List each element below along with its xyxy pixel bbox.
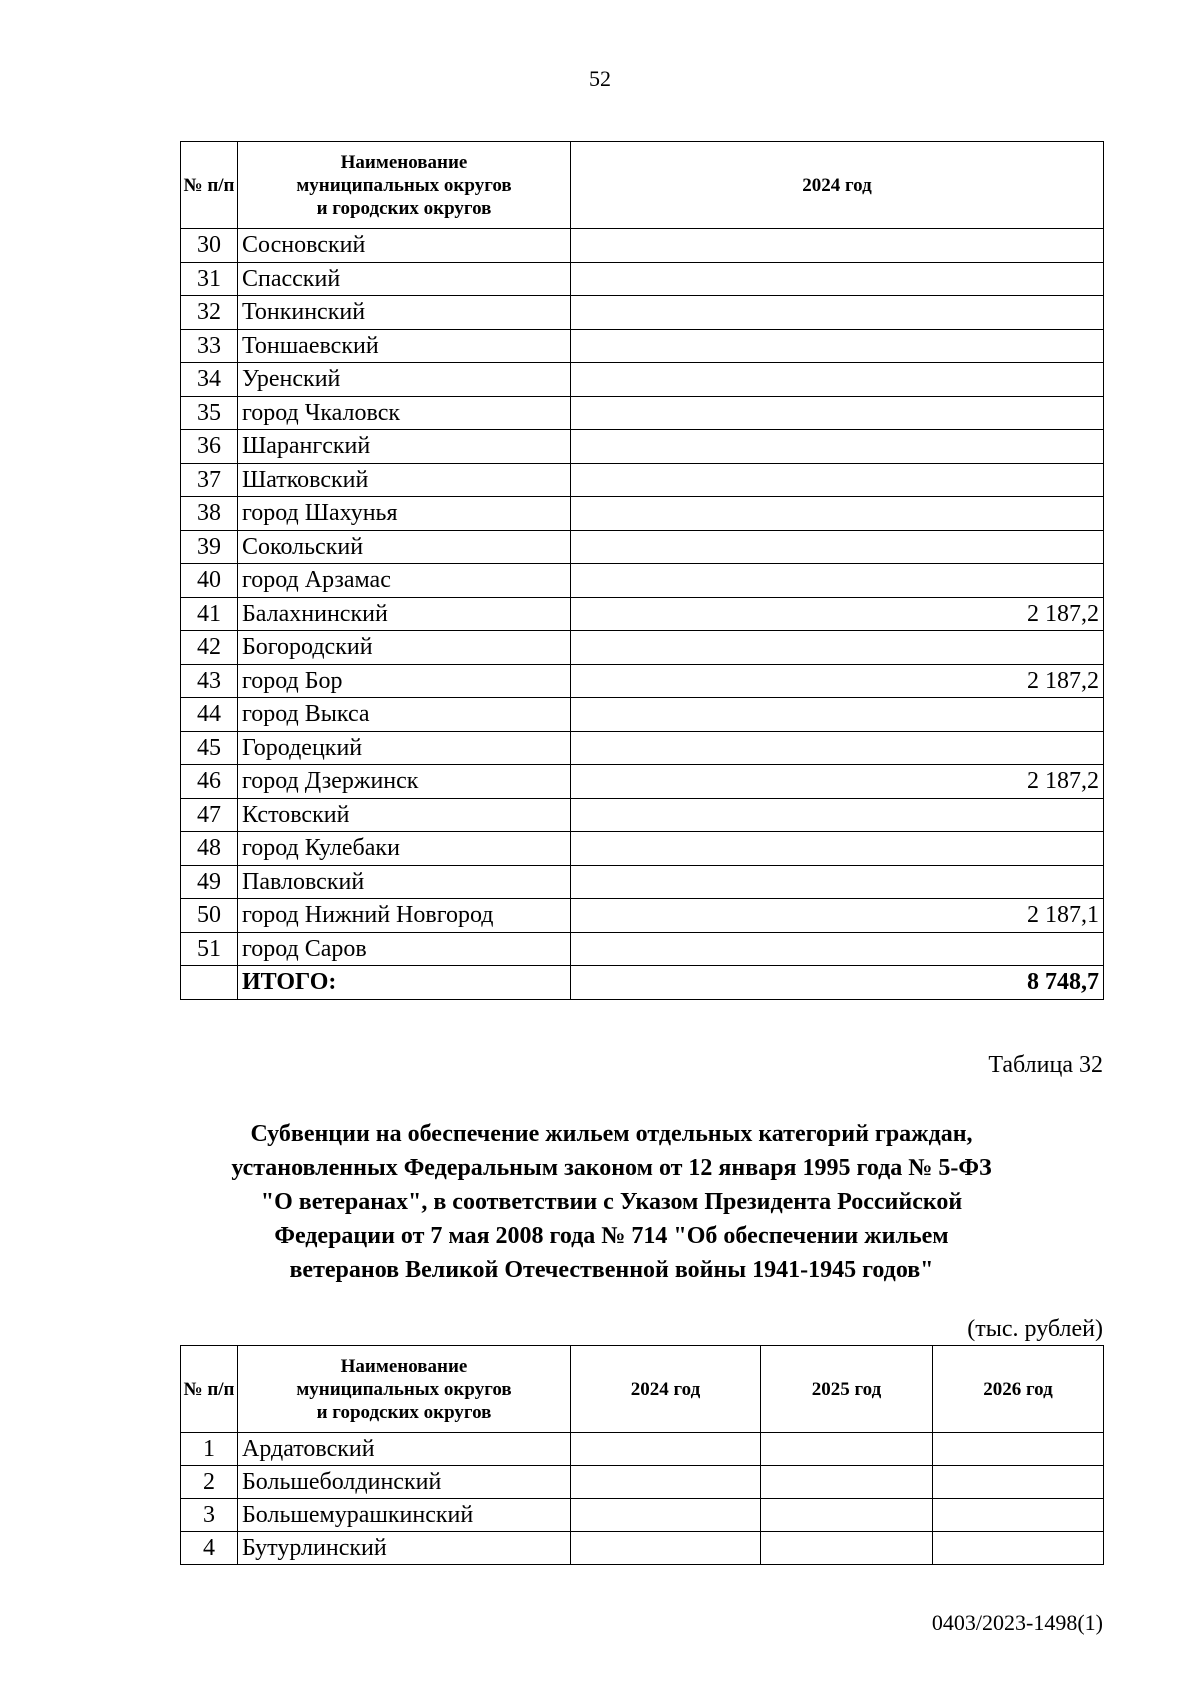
table-row [181, 1532, 1104, 1565]
row-number: 37 [181, 463, 238, 497]
amount-2024 [571, 832, 1104, 866]
amount-2024 [571, 564, 1104, 598]
row-number: 48 [181, 832, 238, 866]
subvention-table [180, 1345, 1104, 1565]
amount-2024 [571, 430, 1104, 464]
header-name [238, 1346, 571, 1433]
amount-2024 [571, 1433, 761, 1466]
row-number: 35 [181, 396, 238, 430]
header-num: № п/п [181, 142, 238, 229]
document-code: 0403/2023-1498(1) [931, 1610, 1103, 1635]
amount-2025 [761, 1532, 933, 1565]
district-name: Кстовский [238, 798, 571, 832]
table-row [181, 731, 1104, 765]
header-year-2024: 2024 год [571, 1346, 761, 1433]
table-row [181, 899, 1104, 933]
amount-2025 [761, 1466, 933, 1499]
row-number: 36 [181, 430, 238, 464]
district-name: Бутурлинский [238, 1532, 571, 1565]
district-name: Тонкинский [238, 296, 571, 330]
district-name: город Арзамас [238, 564, 571, 598]
header-name-line: муниципальных округов [296, 1378, 512, 1400]
table-row [181, 664, 1104, 698]
amount-2024 [571, 463, 1104, 497]
header-name-line: Наименование [340, 151, 468, 173]
table-row [181, 262, 1104, 296]
table-row [181, 765, 1104, 799]
total-row [181, 966, 1104, 1000]
amount-2024 [571, 497, 1104, 531]
row-number: 42 [181, 631, 238, 665]
total-label: ИТОГО: [238, 966, 571, 1000]
district-name: Спасский [238, 262, 571, 296]
amount-2024 [571, 1466, 761, 1499]
row-number: 34 [181, 363, 238, 397]
amount-2026 [933, 1433, 1104, 1466]
district-name: Павловский [238, 865, 571, 899]
header-name-line: и городских округов [316, 1401, 492, 1423]
table-row [181, 430, 1104, 464]
total-num-cell [181, 966, 238, 1000]
district-name: Городецкий [238, 731, 571, 765]
district-name: Богородский [238, 631, 571, 665]
district-name: Сокольский [238, 530, 571, 564]
header-name [238, 142, 571, 229]
row-number: 3 [181, 1499, 238, 1532]
row-number: 1 [181, 1433, 238, 1466]
row-number: 31 [181, 262, 238, 296]
amount-2024 [571, 229, 1104, 263]
table-row [181, 329, 1104, 363]
amount-2024: 2 187,2 [571, 597, 1104, 631]
row-number: 30 [181, 229, 238, 263]
table-header-row [181, 1346, 1104, 1433]
district-name: город Чкаловск [238, 396, 571, 430]
district-name: город Бор [238, 664, 571, 698]
amount-2026 [933, 1532, 1104, 1565]
amount-2024 [571, 530, 1104, 564]
header-year-2024: 2024 год [571, 142, 1104, 229]
table-row [181, 564, 1104, 598]
amount-2024: 2 187,2 [571, 664, 1104, 698]
district-name: Шарангский [238, 430, 571, 464]
row-number: 4 [181, 1532, 238, 1565]
district-name: Уренский [238, 363, 571, 397]
row-number: 2 [181, 1466, 238, 1499]
district-name: город Кулебаки [238, 832, 571, 866]
district-name: город Дзержинск [238, 765, 571, 799]
district-name: город Саров [238, 932, 571, 966]
amount-2024 [571, 865, 1104, 899]
header-name-line: и городских округов [316, 197, 492, 219]
amount-2024 [571, 1532, 761, 1565]
row-number: 33 [181, 329, 238, 363]
row-number: 32 [181, 296, 238, 330]
title-line: ветеранов Великой Отечественной войны 1941-1945 годов" [289, 1257, 934, 1283]
row-number: 39 [181, 530, 238, 564]
amount-2026 [933, 1466, 1104, 1499]
table-row [181, 463, 1104, 497]
header-year-2025: 2025 год [761, 1346, 933, 1433]
amount-2026 [933, 1499, 1104, 1532]
row-number: 41 [181, 597, 238, 631]
row-number: 40 [181, 564, 238, 598]
amount-2024 [571, 262, 1104, 296]
header-num: № п/п [181, 1346, 238, 1433]
table-title [150, 1117, 1073, 1287]
table-row [181, 865, 1104, 899]
table-row [181, 832, 1104, 866]
table-row [181, 396, 1104, 430]
table-row [181, 597, 1104, 631]
total-value: 8 748,7 [571, 966, 1104, 1000]
amount-2024 [571, 363, 1104, 397]
amount-2024 [571, 631, 1104, 665]
amount-2024: 2 187,1 [571, 899, 1104, 933]
header-name-line: Наименование [340, 1355, 468, 1377]
district-name: Балахнинский [238, 597, 571, 631]
amount-2024 [571, 1499, 761, 1532]
district-name: Большеболдинский [238, 1466, 571, 1499]
row-number: 46 [181, 765, 238, 799]
row-number: 51 [181, 932, 238, 966]
table-header-row [181, 142, 1104, 229]
row-number: 44 [181, 698, 238, 732]
district-name: Ардатовский [238, 1433, 571, 1466]
district-name: Шатковский [238, 463, 571, 497]
header-name-line: муниципальных округов [296, 174, 512, 196]
title-line: Федерации от 7 мая 2008 года № 714 "Об обеспечении жильем [274, 1223, 949, 1249]
units-label: (тыс. рублей) [967, 1316, 1103, 1342]
table-row [181, 530, 1104, 564]
title-line: "О ветеранах", в соответствии с Указом Президента Российской [260, 1189, 963, 1215]
table-row [181, 363, 1104, 397]
amount-2025 [761, 1499, 933, 1532]
district-name: город Выкса [238, 698, 571, 732]
table-row [181, 1466, 1104, 1499]
amount-2024 [571, 731, 1104, 765]
row-number: 38 [181, 497, 238, 531]
allocation-table-continued [180, 141, 1104, 1000]
amount-2025 [761, 1433, 933, 1466]
table-row [181, 497, 1104, 531]
district-name: город Шахунья [238, 497, 571, 531]
district-name: город Нижний Новгород [238, 899, 571, 933]
district-name: Большемурашкинский [238, 1499, 571, 1532]
table-row [181, 932, 1104, 966]
row-number: 43 [181, 664, 238, 698]
page-number: 52 [589, 66, 611, 91]
district-name: Тоншаевский [238, 329, 571, 363]
title-line: Субвенции на обеспечение жильем отдельных категорий граждан, [250, 1121, 973, 1147]
title-line: установленных Федеральным законом от 12 января 1995 года № 5-ФЗ [231, 1155, 992, 1181]
row-number: 49 [181, 865, 238, 899]
amount-2024 [571, 798, 1104, 832]
amount-2024 [571, 396, 1104, 430]
table-row [181, 229, 1104, 263]
table-row [181, 1433, 1104, 1466]
table-row [181, 698, 1104, 732]
amount-2024 [571, 698, 1104, 732]
table-row [181, 798, 1104, 832]
table-row [181, 1499, 1104, 1532]
table-caption: Таблица 32 [988, 1052, 1103, 1078]
table-row [181, 631, 1104, 665]
district-name: Сосновский [238, 229, 571, 263]
row-number: 45 [181, 731, 238, 765]
row-number: 50 [181, 899, 238, 933]
amount-2024 [571, 296, 1104, 330]
amount-2024 [571, 329, 1104, 363]
table-row [181, 296, 1104, 330]
amount-2024 [571, 932, 1104, 966]
amount-2024: 2 187,2 [571, 765, 1104, 799]
header-year-2026: 2026 год [933, 1346, 1104, 1433]
row-number: 47 [181, 798, 238, 832]
